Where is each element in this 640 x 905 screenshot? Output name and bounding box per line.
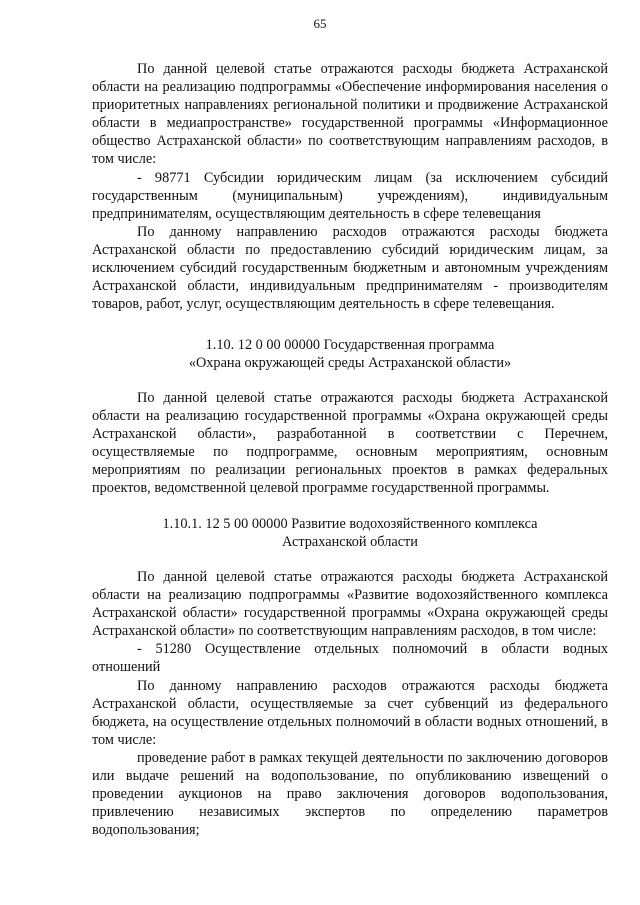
paragraph: По данной целевой статье отражаются расходы бюджета Астраханской области на реализацию подпрограммы «Развитие водохозяйственного комплекса Астраханской области» государственной программы «Охрана окружающей среды Астраханской области» по соответствующим направлениям расходов, в том числе: <box>92 569 608 640</box>
section-heading-1-10 <box>92 336 608 372</box>
intro-block <box>92 60 608 313</box>
heading-line: Астраханской области <box>282 534 418 551</box>
paragraph: - 51280 Осуществление отдельных полномочий в области водных отношений <box>92 641 608 676</box>
paragraph: По данному направлению расходов отражаются расходы бюджета Астраханской области, осуществляемые за счет субвенций из федерального бюджета, на осуществление отдельных полномочий в области водных отношений, в том числе: <box>92 677 608 748</box>
section-heading-1-10-1 <box>92 515 608 551</box>
paragraph: По данной целевой статье отражаются расходы бюджета Астраханской области на реализацию государственной программы «Охрана окружающей среды Астраханской области», разработанной в соответствии с Перечнем, осуществляемые по подпрограмме, основным мероприятиям, основным мероприятиям по реализации региональных проектов в рамках федеральных проектов, ведомственной целевой программе государственной программы. <box>92 390 608 497</box>
heading-line: 1.10.1. 12 5 00 00000 Развитие водохозяйственного комплекса <box>162 516 538 532</box>
paragraph: проведение работ в рамках текущей деятельности по заключению договоров или выдаче решений на водопользование, по опубликованию извещений о проведении аукционов на право заключения договоров водопользования, привлечению независимых экспертов по определению параметров водопользования; <box>92 749 608 839</box>
page-number: 65 <box>313 16 327 31</box>
paragraph: По данному направлению расходов отражаются расходы бюджета Астраханской области по предоставлению субсидий юридическим лицам, за исключением субсидий государственным бюджетным и автономным учреждениям Астраханской области, индивидуальным предпринимателям - производителям товаров, работ, услуг, осуществляющим деятельность в сфере телевещания. <box>92 223 608 313</box>
paragraph: - 98771 Субсидии юридическим лицам (за исключением субсидий государственным (муниципальным) учреждениям), индивидуальным предпринимателям, осуществляющим деятельность в сфере телевещания <box>92 169 608 222</box>
heading-line: «Охрана окружающей среды Астраханской области» <box>188 355 512 372</box>
section-1-10-1-body <box>92 568 608 839</box>
paragraph: По данной целевой статье отражаются расходы бюджета Астраханской области на реализацию подпрограммы «Обеспечение информирования населения о приоритетных направлениях региональной политики и продвижение Астраханской области в медиапространстве» государственной программы «Информационное общество Астраханской области» по соответствующим направлениям расходов, в том числе: <box>92 61 608 168</box>
heading-line: 1.10. 12 0 00 00000 Государственная программа <box>205 337 495 353</box>
section-1-10-body <box>92 389 608 498</box>
